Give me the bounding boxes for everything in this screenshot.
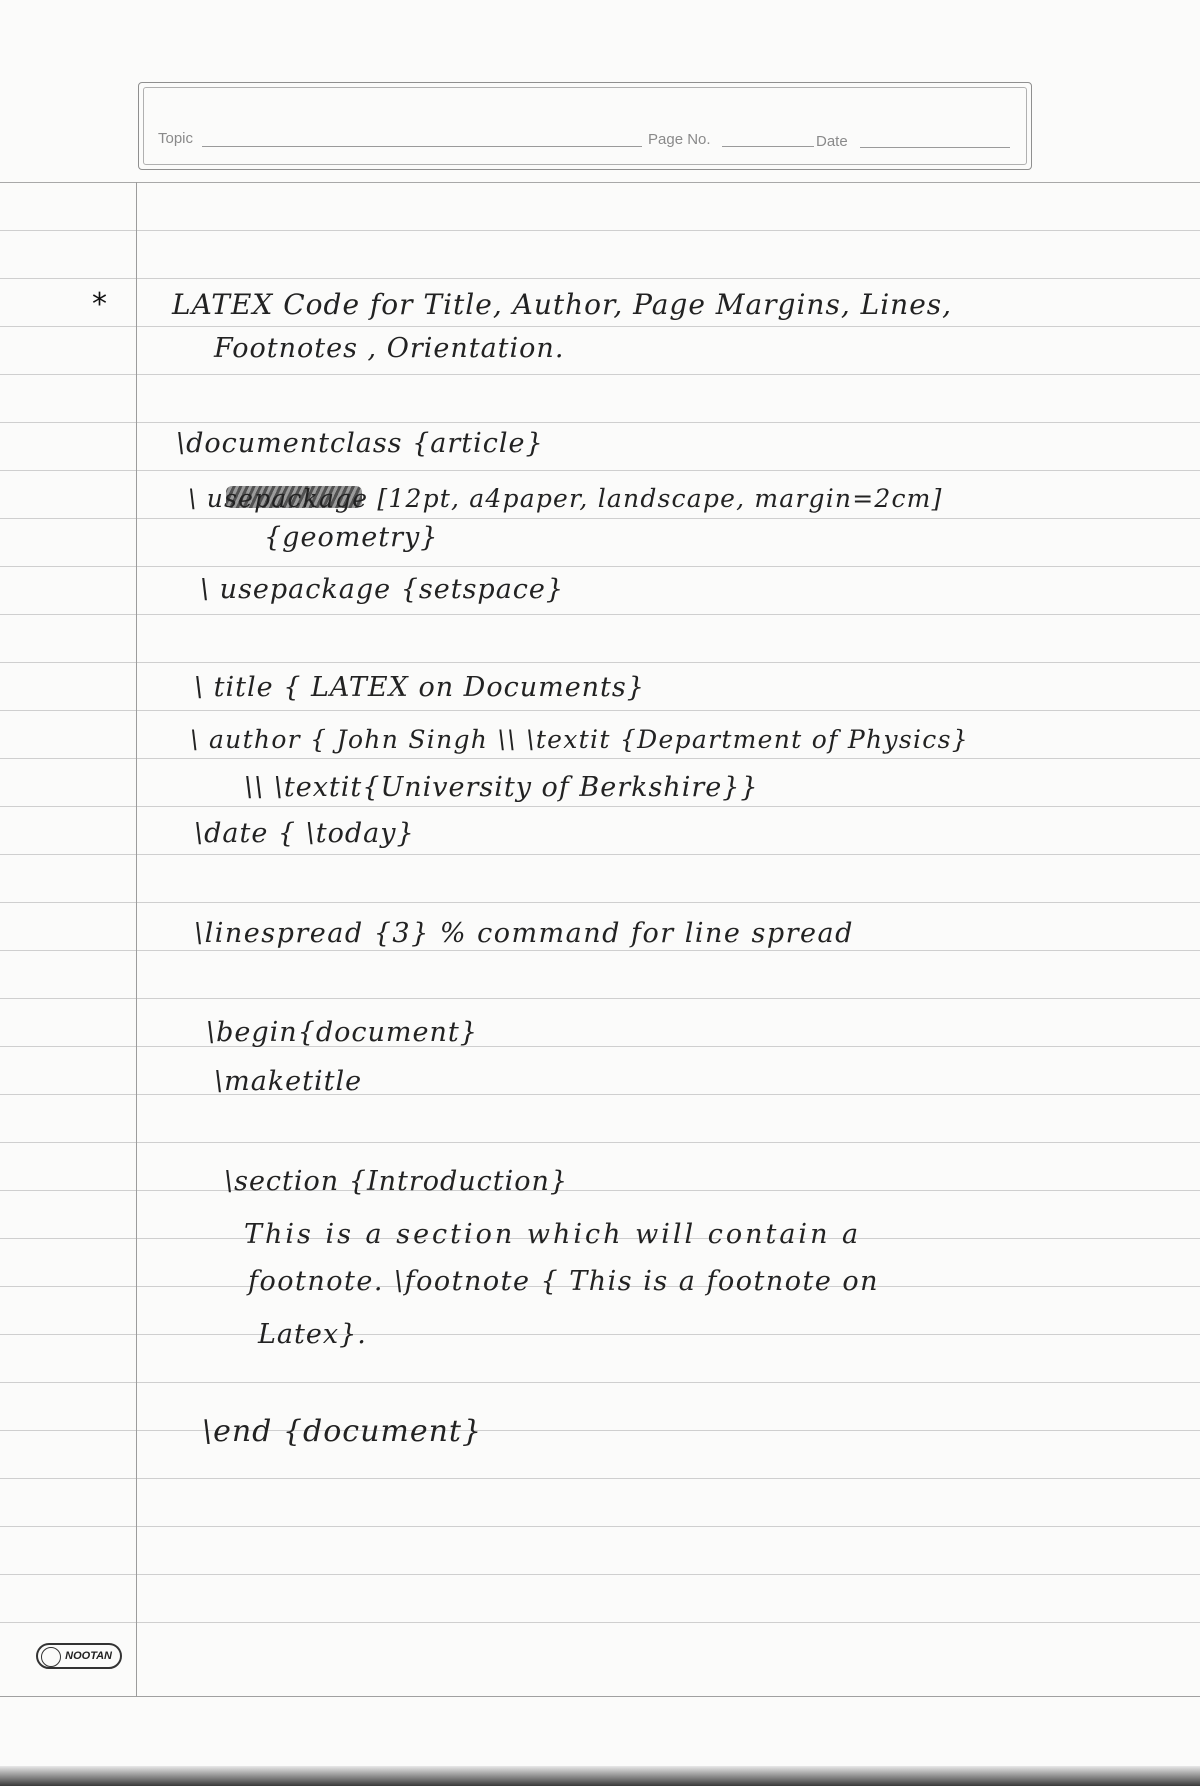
ruled-line: [0, 710, 1200, 711]
code-line-usepackage-geometry: \ usepackage [12pt, a4paper, landscape, margin=2cm]: [188, 484, 943, 513]
ruled-line: [0, 230, 1200, 231]
body-text-line-1: This is a section which will contain a: [244, 1219, 862, 1250]
ruled-line: [0, 1334, 1200, 1335]
code-line-documentclass: \documentclass {article}: [176, 428, 544, 459]
ruled-line: [0, 902, 1200, 903]
ruled-line: [0, 1142, 1200, 1143]
code-line-textit-university: \\ \textit{University of Berkshire}}: [244, 772, 759, 803]
ruled-line: [0, 614, 1200, 615]
ruled-line: [0, 662, 1200, 663]
brand-name: NOOTAN: [65, 1650, 112, 1662]
ruled-line: [0, 518, 1200, 519]
ruled-line: [0, 278, 1200, 279]
ruled-line: [0, 1094, 1200, 1095]
ruled-line: [0, 470, 1200, 471]
ruled-line: [0, 854, 1200, 855]
bullet-star: *: [92, 287, 107, 322]
topic-label: Topic: [158, 130, 194, 147]
topic-line: [202, 146, 642, 147]
ruled-line: [0, 1478, 1200, 1479]
body-text-line-2: footnote. \footnote { This is a footnote on: [248, 1266, 880, 1297]
code-line-geometry-arg: {geometry}: [264, 522, 439, 553]
page-no-line: [722, 146, 814, 147]
ruled-line: [0, 1190, 1200, 1191]
margin-line: [136, 182, 137, 1697]
header-box: [138, 82, 1032, 170]
brand-logo: [36, 1643, 122, 1669]
note-title-line-2: Footnotes , Orientation.: [214, 333, 565, 364]
code-line-maketitle: \maketitle: [214, 1066, 363, 1097]
date-label: Date: [816, 133, 848, 150]
code-line-linespread: \linespread {3} % command for line spread: [194, 918, 854, 949]
ruled-line: [0, 566, 1200, 567]
code-line-title: \ title { LATEX on Documents}: [194, 672, 645, 703]
ruled-line: [0, 182, 1200, 183]
page-no-label: Page No.: [648, 131, 711, 148]
ruled-line: [0, 806, 1200, 807]
ruled-line: [0, 1046, 1200, 1047]
date-line: [860, 147, 1010, 148]
ruled-line: [0, 374, 1200, 375]
ruled-line: [0, 758, 1200, 759]
note-title-line-1: LATEX Code for Title, Author, Page Margins, Lines,: [172, 288, 953, 321]
code-line-usepackage-setspace: \ usepackage {setspace}: [200, 574, 565, 605]
ruled-line: [0, 1696, 1200, 1697]
ruled-line: [0, 998, 1200, 999]
ruled-line: [0, 1574, 1200, 1575]
ruled-line: [0, 1622, 1200, 1623]
ruled-line: [0, 1526, 1200, 1527]
ruled-line: [0, 950, 1200, 951]
ruled-line: [0, 422, 1200, 423]
code-line-section: \section {Introduction}: [224, 1166, 569, 1197]
page-edge-shadow: [0, 1766, 1200, 1786]
body-text-line-3: Latex}.: [258, 1319, 367, 1350]
code-line-author: \ author { John Singh \\ \textit {Department of Physics}: [190, 725, 969, 754]
ruled-line: [0, 1382, 1200, 1383]
ruled-line: [0, 326, 1200, 327]
code-line-end-document: \end {document}: [202, 1414, 483, 1449]
code-line-date: \date { \today}: [194, 818, 415, 849]
code-line-begin-document: \begin{document}: [206, 1017, 478, 1048]
ruled-line: [0, 1430, 1200, 1431]
